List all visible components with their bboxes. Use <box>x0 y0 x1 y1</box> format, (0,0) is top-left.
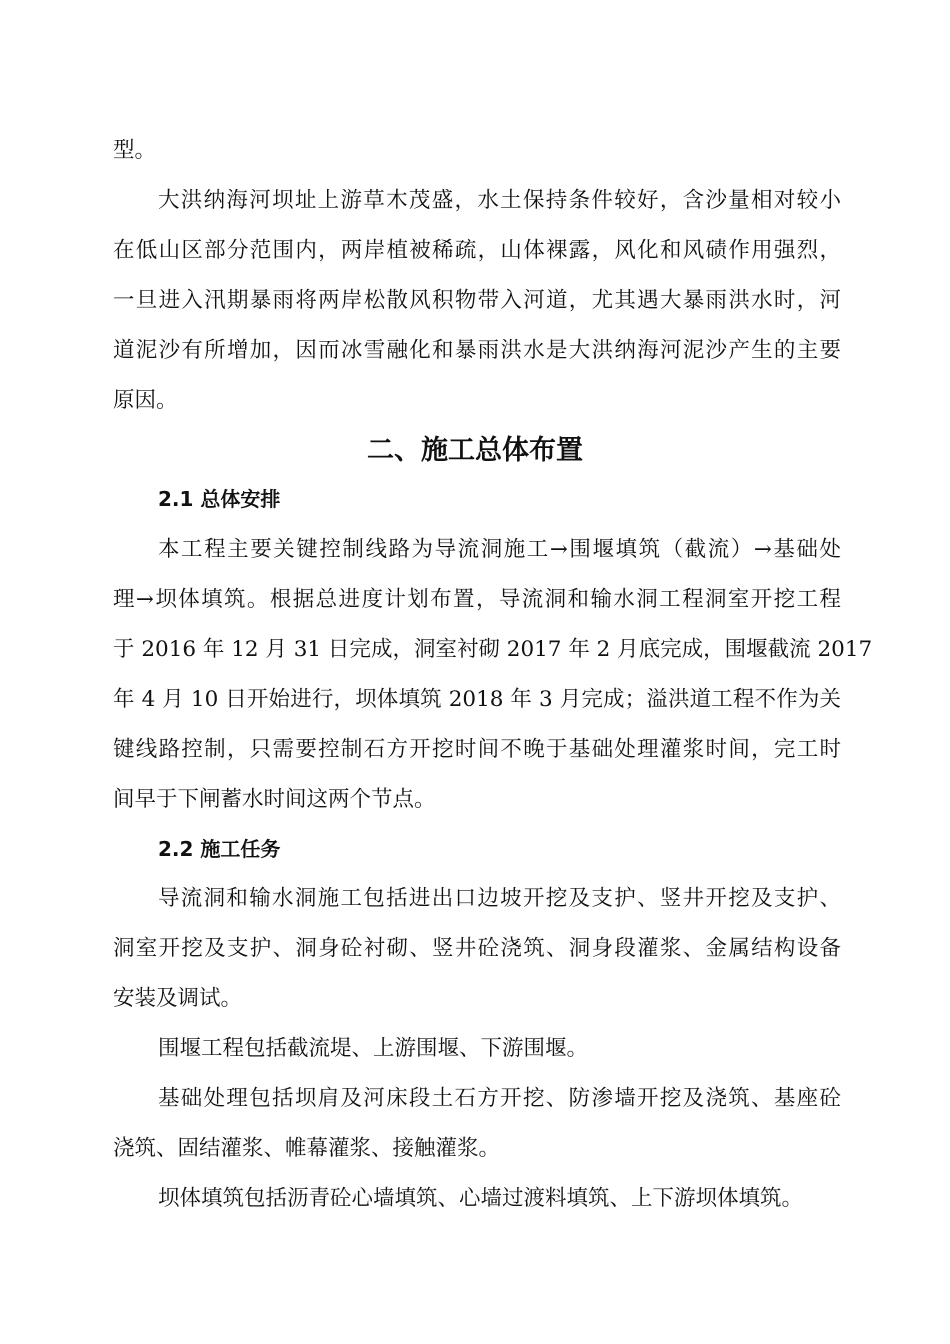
paragraph-line: 间早于下闸蓄水时间这两个节点。 <box>113 787 436 812</box>
paragraph-dam-fill: 坝体填筑包括沥青砼心墙填筑、心墙过渡料填筑、上下游坝体填筑。 <box>158 1186 804 1211</box>
paragraph-line: 本工程主要关键控制线路为导流洞施工→围堰填筑（截流）→基础处 <box>158 537 841 562</box>
paragraph-cofferdam: 围堰工程包括截流堤、上游围堰、下游围堰。 <box>158 1036 589 1061</box>
paragraph-line: 洞室开挖及支护、洞身砼衬砌、竖井砼浇筑、洞身段灌浆、金属结构设备 <box>113 936 841 961</box>
paragraph-line: 导流洞和输水洞施工包括进出口边坡开挖及支护、竖井开挖及支护、 <box>158 886 841 911</box>
paragraph-line: 年 4 月 10 日开始进行，坝体填筑 2018 年 3 月完成；溢洪道工程不作为关 <box>113 687 841 712</box>
section-heading-2-1: 2.1 总体安排 <box>158 487 281 511</box>
paragraph-line: 安装及调试。 <box>113 986 243 1011</box>
paragraph-line: 浇筑、固结灌浆、帷幕灌浆、接触灌浆。 <box>113 1136 501 1161</box>
section-heading-2-2: 2.2 施工任务 <box>158 837 281 861</box>
paragraph-line: 理→坝体填筑。根据总进度计划布置，导流洞和输水洞工程洞室开挖工程 <box>113 587 841 612</box>
paragraph-line: 基础处理包括坝肩及河床段土石方开挖、防渗墙开挖及浇筑、基座砼 <box>158 1086 841 1111</box>
paragraph-line: 于 2016 年 12 月 31 日完成，洞室衬砌 2017 年 2 月底完成，围堰截流 2017 <box>113 637 873 662</box>
paragraph-line: 键线路控制，只需要控制石方开挖时间不晚于基础处理灌浆时间，完工时 <box>113 737 841 762</box>
paragraph-line: 一旦进入汛期暴雨将两岸松散风积物带入河道，尤其遇大暴雨洪水时，河 <box>113 288 841 313</box>
paragraph-line: 在低山区部分范围内，两岸植被稀疏，山体裸露，风化和风碛作用强烈， <box>113 238 841 263</box>
paragraph-line: 道泥沙有所增加，因而冰雪融化和暴雨洪水是大洪纳海河泥沙产生的主要 <box>113 338 841 363</box>
paragraph-line: 原因。 <box>113 388 178 413</box>
chapter-heading: 二、施工总体布置 <box>367 435 583 466</box>
paragraph-line: 型。 <box>113 138 157 163</box>
paragraph-line: 大洪纳海河坝址上游草木茂盛，水土保持条件较好，含沙量相对较小 <box>158 188 841 213</box>
